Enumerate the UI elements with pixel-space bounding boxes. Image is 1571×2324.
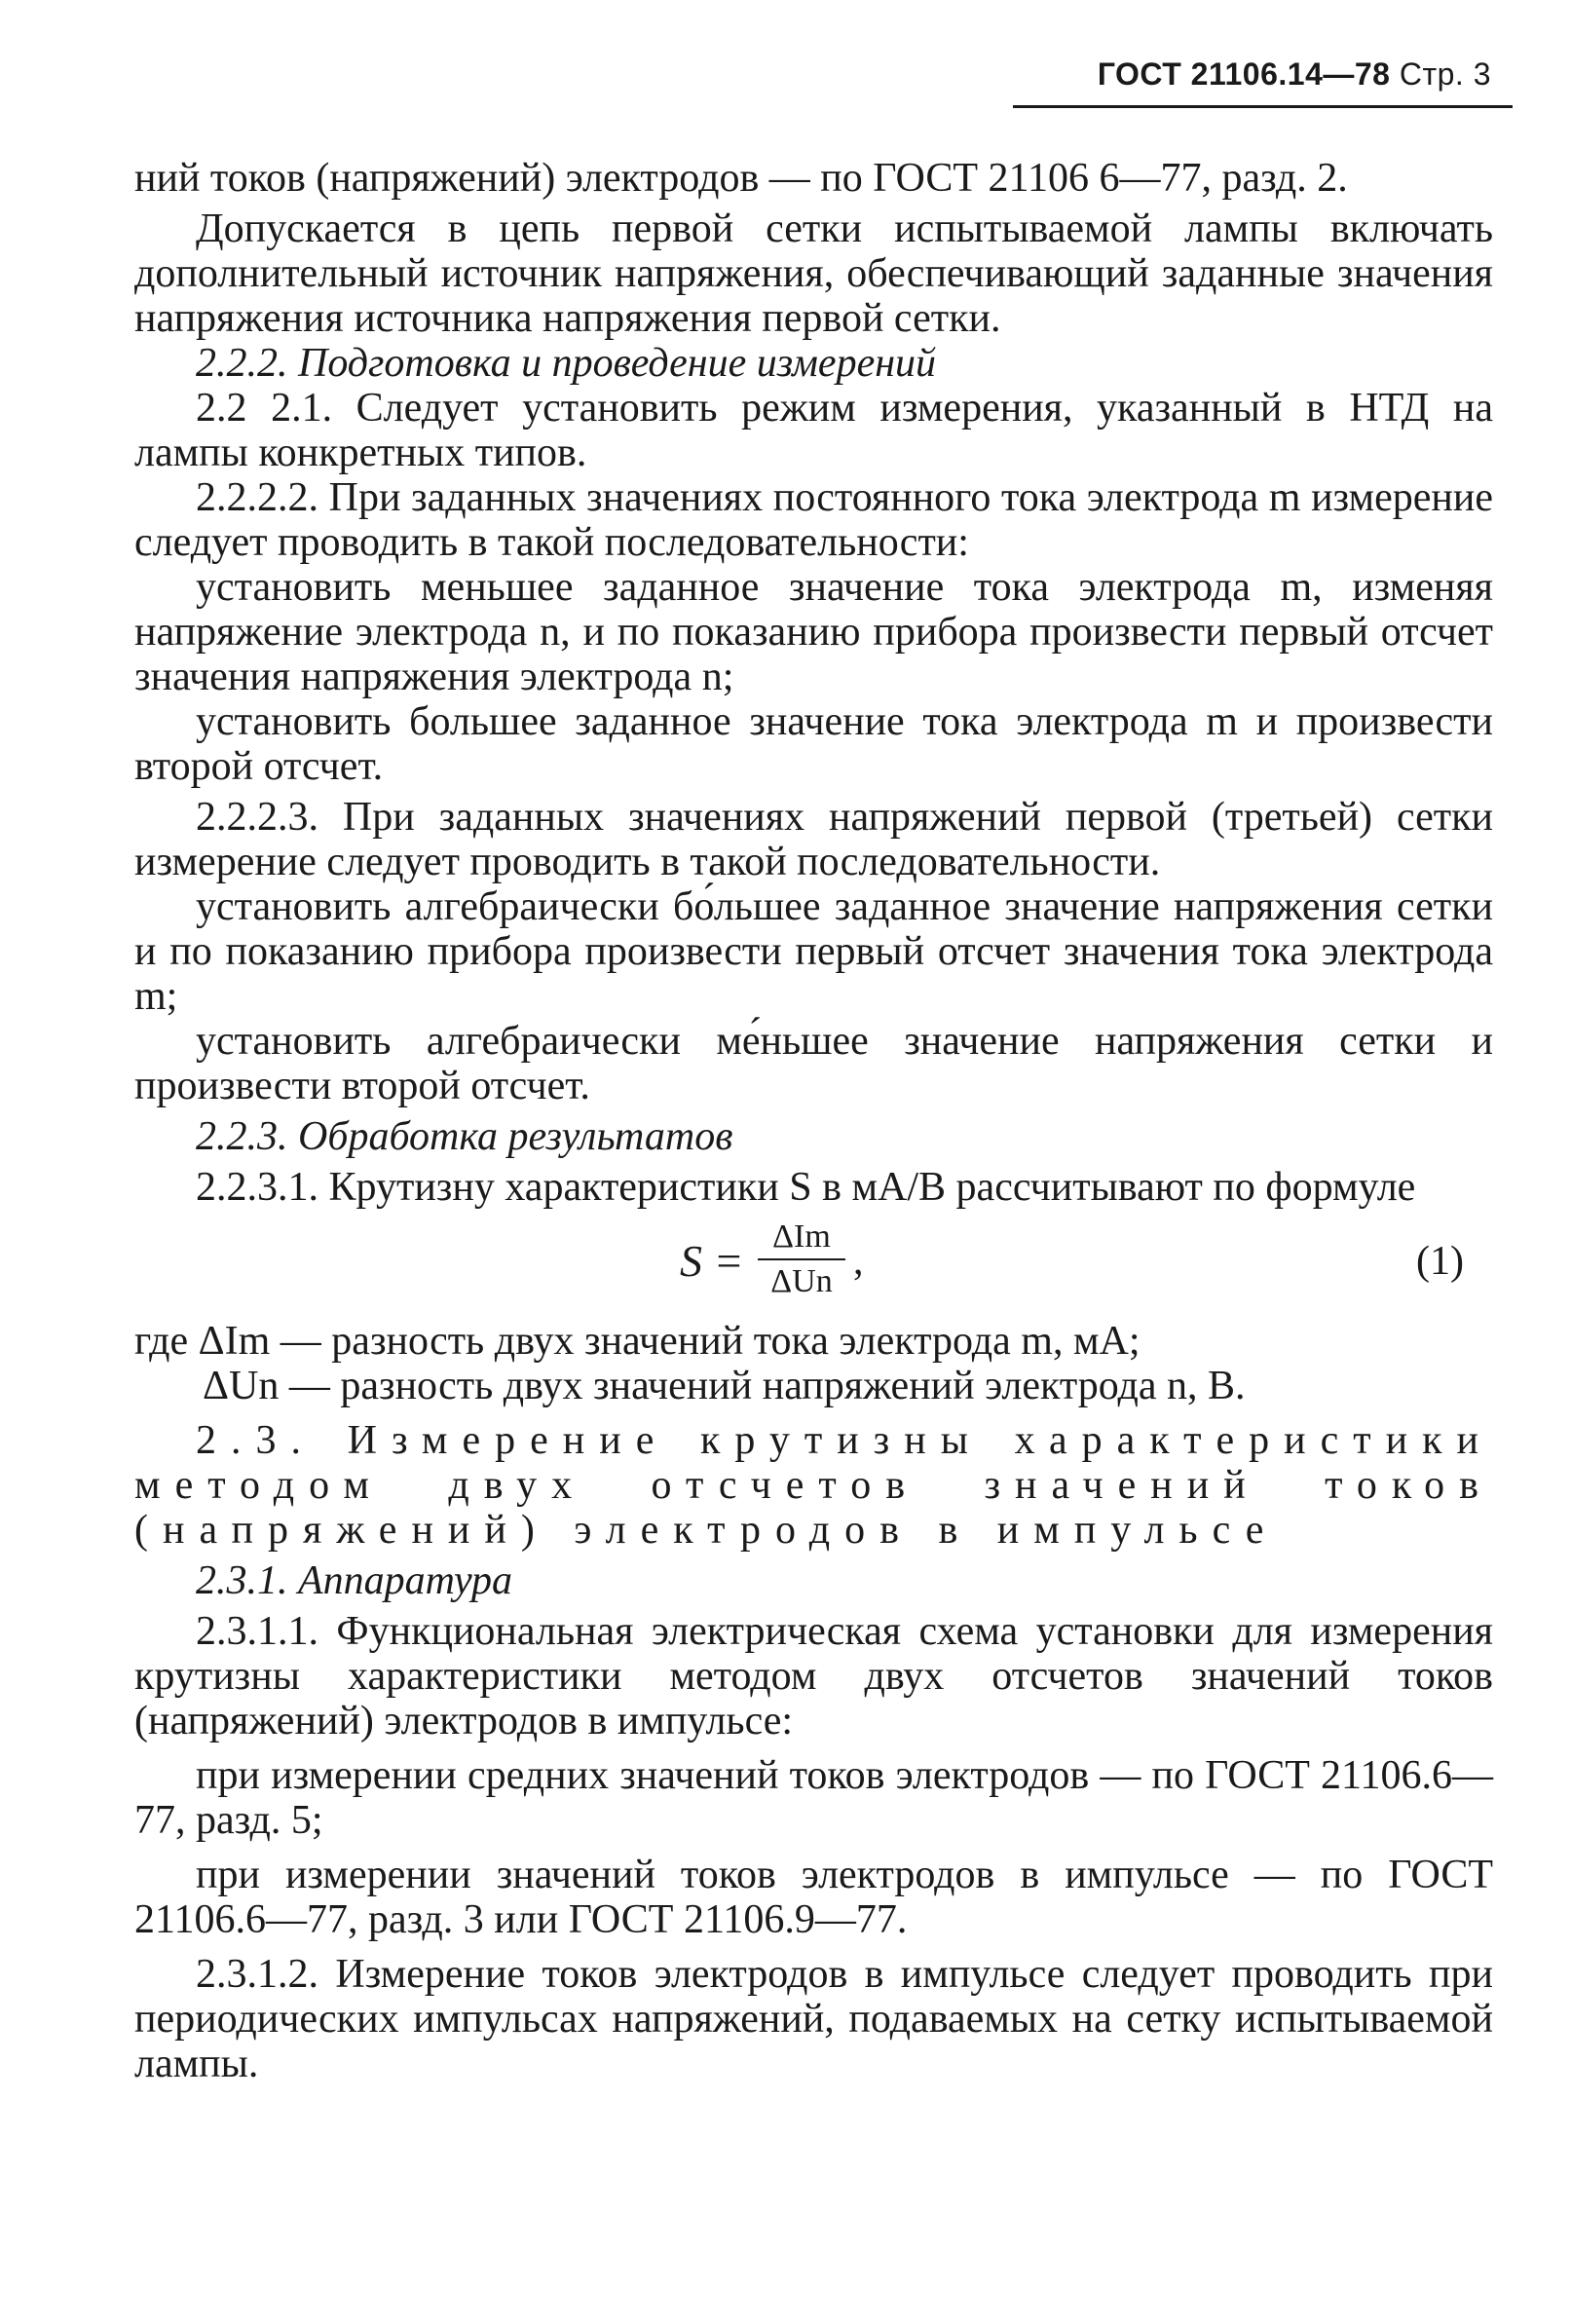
definition-delta-u: ΔUn — разность двух значений напряжений электрода n, В. [203,1364,1246,1408]
formula-1 [134,1218,1493,1315]
standard-title: ГОСТ 21106.14—78 [1097,56,1391,92]
section-2-3-heading: 2.3. Измерение крутизны характеристики методом двух отсчетов значений токов (напряжений) электродов в импульсе [134,1418,1493,1553]
paragraph-2-2-3-1: 2.2.3.1. Крутизну характеристики S в мА/В рассчитывают по формуле [196,1165,1416,1210]
formula-fraction [758,1218,845,1301]
header-text [1098,56,1491,93]
formula-comma: , [853,1239,864,1284]
paragraph-2-3-1-1-item-b: при измерении значений токов электродов в импульсе — по ГОСТ 21106.6—77, разд. 3 или ГОСТ 21106.9—77. [134,1853,1493,1942]
paragraph-2-3-1-1-item-a: при измерении средних значений токов электродов — по ГОСТ 21106.6—77, разд. 5; [134,1753,1493,1843]
formula-denominator: ΔUn [770,1263,833,1299]
section-2-3-1-heading: 2.3.1. Аппаратура [196,1558,513,1603]
paragraph-2-2-2-1: 2.2 2.1. Следует установить режим измерения, указанный в НТД на лампы конкретных типов. [134,386,1493,475]
paragraph-continuation: ний токов (напряжений) электродов — по ГОСТ 21106 6—77, разд. 2. [134,156,1348,201]
page-header [974,56,1513,115]
paragraph-2-2-2-2-step-a: установить меньшее заданное значение тока электрода m, изменяя напряжение электрода n, и по показанию прибора произвести первый отсчет значения напряжения электрода n; [134,565,1493,699]
paragraph-2-3-1-1: 2.3.1.1. Функциональная электрическая схема установки для измерения крутизны характеристики методом двух отсчетов значений токов (напряжений) электродов в импульсе: [134,1609,1493,1743]
paragraph-2-2-2-3-step-a: установить алгебраически бо́льшее заданное значение напряжения сетки и по показанию прибора произвести первый отсчет значения тока электрода m; [134,884,1493,1019]
paragraph-additional-source: Допускается в цепь первой сетки испытываемой лампы включать дополнительный источник напряжения, обеспечивающий заданные значения напряжения источника напряжения первой сетки. [134,206,1493,341]
formula-lhs: S = [680,1236,744,1286]
formula-numerator: ΔIm [758,1218,845,1260]
paragraph-2-3-1-2: 2.3.1.2. Измерение токов электродов в импульсе следует проводить при периодических импульсах напряжений, подаваемых на сетку испытываемой лампы. [134,1952,1493,2086]
formula-number: (1) [1416,1239,1464,1284]
paragraph-2-2-2-3: 2.2.2.3. При заданных значениях напряжений первой (третьей) сетки измерение следует проводить в такой последовательности. [134,795,1493,884]
paragraph-2-2-2-3-step-b: установить алгебраически ме́ньшее значение напряжения сетки и произвести второй отсчет. [134,1019,1493,1108]
section-2-2-3-heading: 2.2.3. Обработка результатов [196,1114,733,1159]
paragraph-2-2-2-2-step-b: установить большее заданное значение тока электрода m и произвести второй отсчет. [134,699,1493,789]
definition-delta-i: где ΔIm — разность двух значений тока электрода m, мА; [134,1319,1141,1364]
page-label: Стр. 3 [1399,56,1491,92]
header-rule [1013,105,1513,108]
paragraph-2-2-2-2: 2.2.2.2. При заданных значениях постоянного тока электрода m измерение следует проводить в такой последовательности: [134,475,1493,565]
section-2-2-2-heading: 2.2.2. Подготовка и проведение измерений [196,341,937,386]
document-body [134,156,1493,2086]
